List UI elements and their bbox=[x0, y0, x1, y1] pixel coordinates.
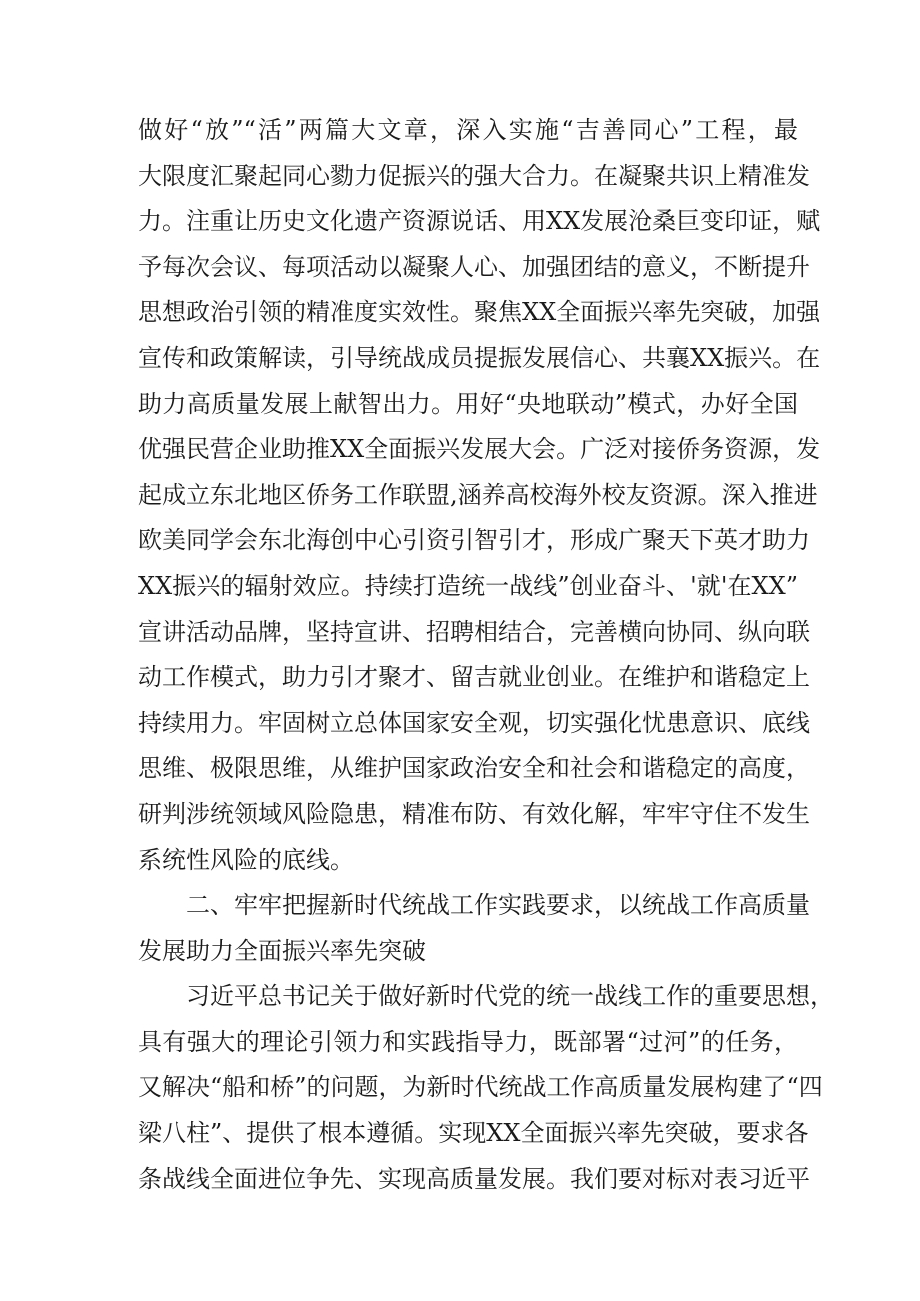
text-line: XX振兴的辐射效应。持续打造统一战线”创业奋斗、'就'在XX” bbox=[138, 571, 798, 600]
text-line: 力。注重让历史文化遗产资源说话、用XX发展沧桑巨变印证，赋 bbox=[138, 207, 821, 236]
text-line: 动工作模式，助力引才聚才、留吉就业创业。在维护和谐稳定上 bbox=[138, 663, 810, 692]
text-line: 起成立东北地区侨务工作联盟,涵养高校海外校友资源。深入推进 bbox=[138, 480, 818, 509]
text-line: 思想政治引领的精准度实效性。聚焦XX全面振兴率先突破，加强 bbox=[138, 298, 821, 327]
body-paragraph bbox=[138, 974, 834, 1202]
text-line: 优强民营企业助推XX全面振兴发展大会。广泛对接侨务资源，发 bbox=[138, 435, 821, 464]
text-line: 做好“放”“活”两篇大文章，深入实施“吉善同心”工程，最 bbox=[138, 116, 798, 144]
document-body bbox=[138, 108, 834, 1202]
text-line: 宣讲活动品牌，坚持宣讲、招聘相结合，完善横向协同、纵向联 bbox=[138, 617, 810, 646]
text-line: 条战线全面进位争先、实现高质量发展。我们要对标对表习近平 bbox=[138, 1164, 810, 1193]
text-line: 宣传和政策解读，引导统战成员提振发展信心、共襄XX振兴。在 bbox=[138, 343, 821, 372]
heading-line: 二、牢牢把握新时代统战工作实践要求，以统战工作高质量 bbox=[186, 891, 810, 920]
text-line: 欧美同学会东北海创中心引资引智引才，形成广聚天下英才助力 bbox=[138, 526, 810, 555]
text-line: 系统性风险的底线。 bbox=[138, 845, 354, 874]
section-heading bbox=[138, 883, 810, 974]
text-line: 思维、极限思维，从维护国家政治安全和社会和谐稳定的高度， bbox=[138, 754, 810, 783]
text-line: 持续用力。牢固树立总体国家安全观，切实强化忧患意识、底线 bbox=[138, 708, 810, 737]
text-line: 予每次会议、每项活动以凝聚人心、加强团结的意义，不断提升 bbox=[138, 252, 810, 281]
text-line: 大限度汇聚起同心勠力促振兴的强大合力。在凝聚共识上精准发 bbox=[138, 161, 810, 190]
text-line: 助力高质量发展上献智出力。用好“央地联动”模式，办好全国 bbox=[138, 389, 798, 418]
text-line: 梁八柱”、提供了根本遵循。实现XX全面振兴率先突破，要求各 bbox=[138, 1119, 809, 1148]
body-paragraph bbox=[138, 108, 821, 883]
text-line: 具有强大的理论引领力和实践指导力，既部署“过河”的任务， bbox=[138, 1027, 798, 1056]
text-line: 研判涉统领域风险隐患，精准布防、有效化解，牢牢守住不发生 bbox=[138, 799, 810, 828]
text-line: 又解决“船和桥”的问题，为新时代统战工作高质量发展构建了“四 bbox=[138, 1073, 823, 1102]
text-line: 习近平总书记关于做好新时代党的统一战线工作的重要思想， bbox=[186, 982, 834, 1011]
heading-line: 发展助力全面振兴率先突破 bbox=[138, 936, 426, 965]
